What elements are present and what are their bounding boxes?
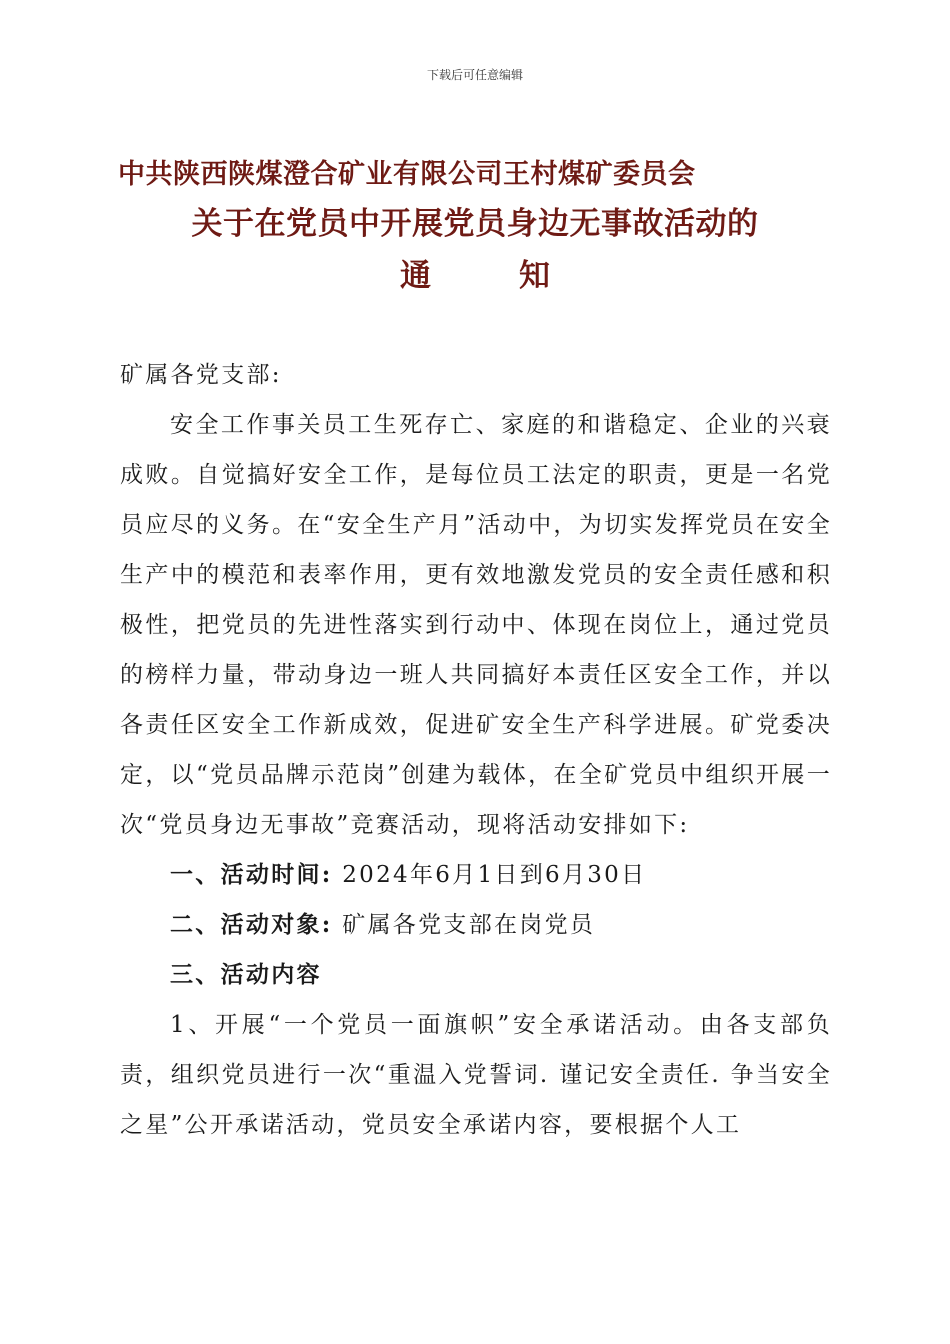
item-activity-time-value: 2024年6月1日到6月30日 <box>332 862 647 888</box>
item-activity-target-label: 二、活动对象: <box>170 911 333 938</box>
item-activity-content-heading: 三、活动内容 <box>170 961 322 988</box>
content-paragraph-1: 1、开展“一个党员一面旗帜”安全承诺活动。由各支部负责，组织党员进行一次“重温入党誓词. 谨记安全责任. 争当安全之星”公开承诺活动，党员安全承诺内容，要根据个人工 <box>120 1012 832 1138</box>
intro-paragraph: 安全工作事关员工生死存亡、家庭的和谐稳定、企业的兴衰成败。自觉搞好安全工作，是每位员工法定的职责，更是一名党员应尽的义务。在“安全生产月”活动中，为切实发挥党员在安全生产中的模范和表率作用，更有效地激发党员的安全责任感和积极性，把党员的先进性落实到行动中、体现在岗位上，通过党员的榜样力量，带动身边一班人共同搞好本责任区安全工作，并以各责任区安全工作新成效，促进矿安全生产科学进展。矿党委决定，以“党员品牌示范岗”创建为载体，在全矿党员中组织开展一次“党员身边无事故”竞赛活动，现将活动安排如下: <box>120 412 832 838</box>
document-body <box>120 350 832 1150</box>
title-char-1: 通 <box>400 258 431 294</box>
document-title-issuer: 中共陕西陕煤澄合矿业有限公司王村煤矿委员会 <box>118 159 696 190</box>
document-title-type <box>0 250 950 295</box>
item-activity-target-value: 矿属各党支部在岗党员 <box>332 912 596 938</box>
header-note: 下载后可任意编辑 <box>426 68 523 82</box>
document-title-subject: 关于在党员中开展党员身边无事故活动的 <box>191 206 759 242</box>
salutation: 矿属各党支部: <box>120 362 282 388</box>
item-activity-time-label: 一、活动时间: <box>170 861 333 888</box>
title-char-2: 知 <box>519 258 550 294</box>
item-activity-target <box>120 900 832 950</box>
item-activity-time <box>120 850 832 900</box>
